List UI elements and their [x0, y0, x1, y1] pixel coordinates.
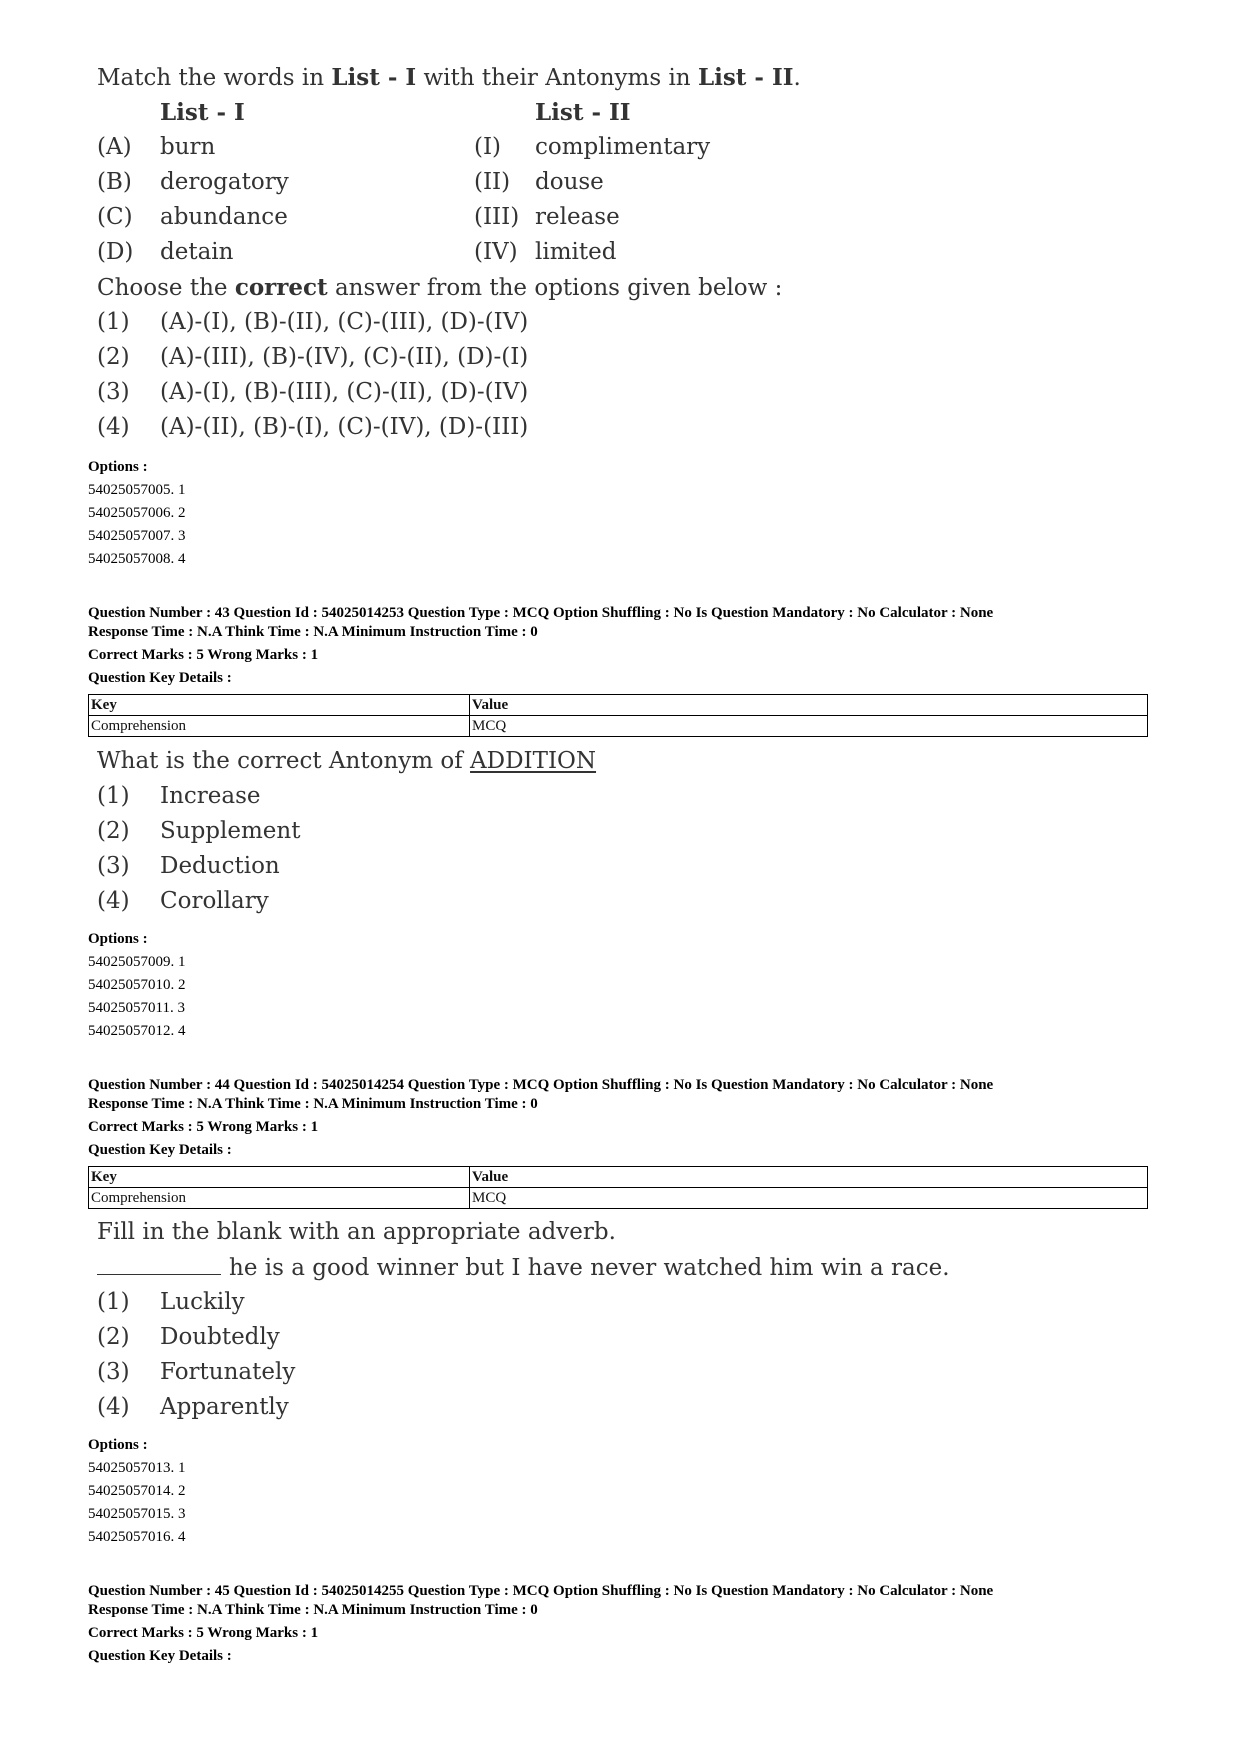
q43-choice-4-text: Corollary	[160, 888, 269, 914]
list2-item-iv-word: limited	[535, 239, 617, 265]
table-header-key: Key	[89, 695, 470, 716]
q43-meta-line1: Question Number : 43 Question Id : 54025014253 Question Type : MCQ Option Shuffling : No Is Question Mandatory : No Calculator : None	[88, 605, 994, 621]
q44-options-label: Options :	[88, 1437, 148, 1453]
q42-instruction-text-mid: with their Antonyms in	[416, 65, 698, 91]
q42-option-4: 54025057008. 4	[88, 551, 186, 567]
table-row	[89, 1188, 1148, 1209]
q44-option-4: 54025057016. 4	[88, 1529, 186, 1545]
q44-choice-3-text: Fortunately	[160, 1359, 296, 1385]
list1-item-c-word: abundance	[160, 204, 288, 230]
q43-key-table	[88, 694, 1148, 737]
list1-item-a-label: (A)	[97, 134, 132, 160]
q43-choice-4-num: (4)	[97, 888, 130, 914]
table-row	[89, 695, 1148, 716]
q44-meta-line1: Question Number : 44 Question Id : 54025014254 Question Type : MCQ Option Shuffling : No Is Question Mandatory : No Calculator : None	[88, 1077, 994, 1093]
table-row	[89, 1167, 1148, 1188]
q42-choice-3-num: (3)	[97, 379, 130, 405]
q43-choice-2-num: (2)	[97, 818, 130, 844]
q44-option-2: 54025057014. 2	[88, 1483, 186, 1499]
q43-question-text: What is the correct Antonym of	[97, 748, 471, 774]
list1-item-c-label: (C)	[97, 204, 133, 230]
q45-meta-line2: Response Time : N.A Think Time : N.A Minimum Instruction Time : 0	[88, 1602, 538, 1618]
q42-choice-4-text: (A)-(II), (B)-(I), (C)-(IV), (D)-(III)	[160, 414, 529, 440]
q43-option-4: 54025057012. 4	[88, 1023, 186, 1039]
q44-choice-2-text: Doubtedly	[160, 1324, 280, 1350]
q42-instruction-end: .	[793, 65, 801, 91]
list2-item-iii-word: release	[535, 204, 620, 230]
q42-choice-4-num: (4)	[97, 414, 130, 440]
list2-item-iv-label: (IV)	[474, 239, 518, 265]
q44-key-details-label: Question Key Details :	[88, 1142, 232, 1158]
q44-choice-4-text: Apparently	[160, 1394, 289, 1420]
q42-choose-pre: Choose the	[97, 275, 235, 301]
list2-item-i-label: (I)	[474, 134, 502, 160]
q43-options-label: Options :	[88, 931, 148, 947]
blank-line	[97, 1254, 221, 1275]
table-header-value: Value	[470, 695, 1148, 716]
table-cell-value: MCQ	[470, 716, 1148, 737]
list1-header: List - I	[160, 99, 245, 126]
q42-option-1: 54025057005. 1	[88, 482, 186, 498]
table-cell-key: Comprehension	[89, 716, 470, 737]
q44-choice-4-num: (4)	[97, 1394, 130, 1420]
q44-choice-1-num: (1)	[97, 1289, 130, 1315]
list2-item-iii-label: (III)	[474, 204, 520, 230]
q42-instruction-text: Match the words in	[97, 65, 332, 91]
list1-item-a-word: burn	[160, 134, 216, 160]
q42-option-2: 54025057006. 2	[88, 505, 186, 521]
q45-meta-line1: Question Number : 45 Question Id : 54025014255 Question Type : MCQ Option Shuffling : No Is Question Mandatory : No Calculator : None	[88, 1583, 994, 1599]
q43-choice-1-text: Increase	[160, 783, 261, 809]
table-header-value: Value	[470, 1167, 1148, 1188]
q42-choose-instruction	[97, 274, 782, 301]
q45-key-details-label: Question Key Details :	[88, 1648, 232, 1664]
q43-choice-2-text: Supplement	[160, 818, 301, 844]
q42-instruction	[97, 64, 801, 91]
q42-choice-2-text: (A)-(III), (B)-(IV), (C)-(II), (D)-(I)	[160, 344, 529, 370]
q43-meta-line2: Response Time : N.A Think Time : N.A Minimum Instruction Time : 0	[88, 624, 538, 640]
q44-choice-2-num: (2)	[97, 1324, 130, 1350]
q42-choose-post: answer from the options given below :	[327, 275, 783, 301]
q44-question-line1: Fill in the blank with an appropriate adverb.	[97, 1219, 616, 1245]
list2-item-ii-label: (II)	[474, 169, 511, 195]
q43-choice-3-num: (3)	[97, 853, 130, 879]
list1-item-b-label: (B)	[97, 169, 132, 195]
list1-item-d-word: detain	[160, 239, 234, 265]
q43-option-1: 54025057009. 1	[88, 954, 186, 970]
table-cell-value: MCQ	[470, 1188, 1148, 1209]
q42-choice-3-text: (A)-(I), (B)-(III), (C)-(II), (D)-(IV)	[160, 379, 529, 405]
q44-key-table	[88, 1166, 1148, 1209]
q42-instruction-list2: List - II	[697, 64, 794, 91]
q45-marks: Correct Marks : 5 Wrong Marks : 1	[88, 1625, 319, 1641]
q43-option-3: 54025057011. 3	[88, 1000, 185, 1016]
list1-item-b-word: derogatory	[160, 169, 289, 195]
q42-options-label: Options :	[88, 459, 148, 475]
list2-item-i-word: complimentary	[535, 134, 711, 160]
q42-choice-1-text: (A)-(I), (B)-(II), (C)-(III), (D)-(IV)	[160, 309, 529, 335]
table-row	[89, 716, 1148, 737]
q44-choice-3-num: (3)	[97, 1359, 130, 1385]
q42-instruction-list1: List - I	[331, 64, 417, 91]
list2-item-ii-word: douse	[535, 169, 604, 195]
q42-choice-2-num: (2)	[97, 344, 130, 370]
q43-choice-1-num: (1)	[97, 783, 130, 809]
q43-marks: Correct Marks : 5 Wrong Marks : 1	[88, 647, 319, 663]
q44-choice-1-text: Luckily	[160, 1289, 245, 1315]
list2-header: List - II	[535, 99, 631, 126]
q44-meta-line2: Response Time : N.A Think Time : N.A Minimum Instruction Time : 0	[88, 1096, 538, 1112]
q44-marks: Correct Marks : 5 Wrong Marks : 1	[88, 1119, 319, 1135]
q44-option-1: 54025057013. 1	[88, 1460, 186, 1476]
q44-question-line2	[97, 1254, 950, 1281]
q43-option-2: 54025057010. 2	[88, 977, 186, 993]
q42-choose-bold: correct	[234, 274, 328, 301]
table-header-key: Key	[89, 1167, 470, 1188]
list1-item-d-label: (D)	[97, 239, 134, 265]
q42-option-3: 54025057007. 3	[88, 528, 186, 544]
q44-question-line2-text: he is a good winner but I have never watched him win a race.	[229, 1255, 950, 1281]
q42-choice-1-num: (1)	[97, 309, 130, 335]
q44-option-3: 54025057015. 3	[88, 1506, 186, 1522]
q43-question	[97, 748, 596, 774]
table-cell-key: Comprehension	[89, 1188, 470, 1209]
q43-question-word: ADDITION	[470, 748, 597, 774]
q43-key-details-label: Question Key Details :	[88, 670, 232, 686]
q43-choice-3-text: Deduction	[160, 853, 280, 879]
